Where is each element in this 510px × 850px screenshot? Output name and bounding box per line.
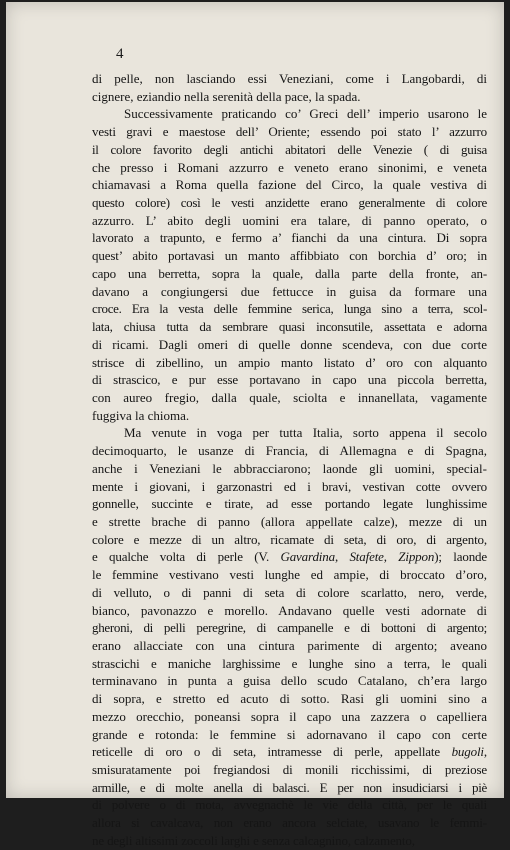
book-page	[6, 2, 504, 848]
text-line: reticelle di oro o di seta, intramesse di perle, appellate bugoli,	[92, 744, 487, 760]
text-line: croce. Era la vesta delle femmine serica, lunga sino a terra, scol-	[92, 301, 487, 317]
text-line: smisuratamente poi fregiandosi di monili ricchissimi, di preziose	[92, 762, 487, 778]
text-line: quest’ abito portavasi un manto affibbiato con borchia d’ oro; in	[92, 248, 487, 264]
text-line: di ricami. Dagli omeri di quelle donne scendeva, con due corte	[92, 336, 487, 352]
text-line: allora si cavalcava, non erano ancora selciate, usavano le femmi-	[92, 815, 487, 831]
paragraph	[92, 424, 487, 849]
text-line: fuggiva la chioma.	[92, 407, 190, 423]
text-line: strascichi e maniche larghissime e lunghe sino a terra, le quali	[92, 655, 487, 671]
text-line: ne degli altissimi zoccoli larghi e senza calcagnino, calzamento,	[92, 832, 415, 848]
text-line: chiamavasi a Roma quella fazione del Circo, la quale vestiva di	[92, 177, 487, 193]
text-line: davano a congiungersi due fettucce in guisa da formare una	[92, 283, 487, 299]
text-line: il colore favorito degli antichi abitatori delle Venezie ( di guisa	[92, 141, 487, 157]
text-line: lata, chiusa tutta da sembrare quasi inconsutile, assettata e adorna	[92, 319, 487, 335]
text-line: decimoquarto, le usanze di Francia, di Allemagna e di Spagna,	[92, 443, 487, 459]
text-line: e qualche volta di perle (V. Gavardina, Stafete, Zippon); laonde	[92, 549, 488, 565]
paragraph	[92, 105, 487, 424]
page-number: 4	[116, 46, 124, 62]
text-line: grande e rotonda: le femmine si adornavano il capo con certe	[92, 726, 487, 742]
body-text	[92, 70, 487, 850]
text-line: capo una berretta, sopra la quale, dalla parte della fronte, an-	[92, 265, 487, 281]
text-line: Successivamente praticando co’ Greci dell’ imperio usarono le	[124, 106, 487, 122]
text-line: vesti gravi e maestose dell’ Oriente; essendo poi stato l’ azzurro	[92, 124, 487, 140]
text-line: con aureo fregio, dalla quale, sciolta e innanellata, vagamente	[92, 389, 487, 405]
text-line: di strascico, e pur esse portavano in capo una piccola berretta,	[92, 372, 487, 388]
text-line: Ma venute in voga per tutta Italia, sorto appena il secolo	[124, 425, 487, 441]
text-line: e strette brache di panno (allora appellate calze), mezze di un	[92, 513, 487, 529]
text-line: le femmine vestivano vesti lunghe ed ampie, di broccato d’oro,	[92, 567, 487, 583]
text-line: cignere, eziandio nella serenità della pace, la spada.	[92, 88, 361, 104]
text-line: che presso i Romani azzurro e veneto erano sinonimi, e veneta	[92, 159, 487, 175]
text-line: terminavano in punta a guisa dello scudo Catalano, ch’era largo	[92, 673, 487, 689]
text-line: di pelle, non lasciando essi Veneziani, come i Langobardi, di	[92, 71, 487, 86]
text-line: anche i Veneziani le abbracciarono; laonde gli uomini, special-	[92, 460, 487, 476]
text-line: di polvere o di mota, avvegnachè le vie della città, per le quali	[92, 797, 487, 813]
text-line: strisce di zibellino, un ampio manto listato d’ oro con alquanto	[92, 354, 487, 370]
text-line: mezzo orecchio, poneansi sopra il capo una zazzera o capelliera	[92, 708, 487, 724]
text-line: armille, e di molte anella di balasci. E per non insudiciarsi i piè	[92, 779, 487, 795]
text-line: mente i giovani, i garzonastri ed i bravi, vestivan cotte ovvero	[92, 478, 487, 494]
text-line: gheroni, di pelli peregrine, di campanelle e di bottoni di argento;	[92, 620, 487, 636]
text-line: colore e mezze di un altro, ricamate di seta, di oro, di argento,	[92, 531, 487, 547]
text-line: bianco, pavonazzo e morello. Andavano quelle vesti adornate di	[92, 602, 487, 618]
paragraph	[92, 70, 487, 105]
text-line: questo colore) così le vesti anzidette erano generalmente di colore	[92, 195, 487, 211]
text-line: gonnelle, succinte e tirate, ad esse portando legate lunghissime	[92, 496, 487, 512]
text-line: lavorato a trapunto, e fermo a’ fianchi da una cintura. Di sopra	[92, 230, 487, 246]
text-line: erano allacciate con una cintura parimente di argento; aveano	[92, 638, 487, 653]
text-line: azzurro. L’ abito degli uomini era talare, di panno operato, o	[92, 212, 487, 228]
text-line: di sopra, e stretto ed acuto di sotto. Rasi gli uomini sino a	[92, 691, 487, 707]
text-line: di velluto, o di panni di seta di colore scarlatto, nero, verde,	[92, 584, 487, 600]
